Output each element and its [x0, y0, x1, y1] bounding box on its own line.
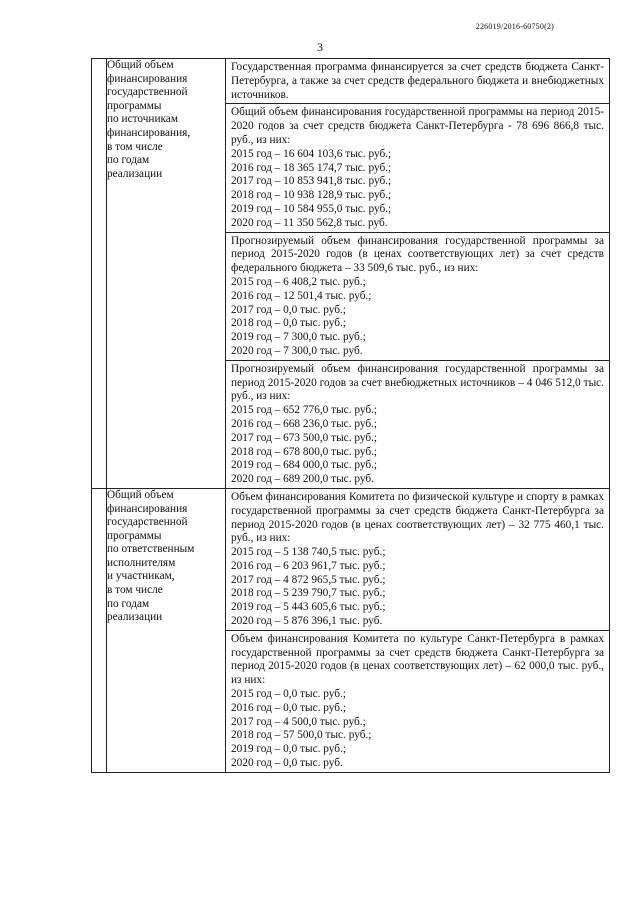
row-label-line: реализации: [107, 611, 163, 624]
row-index-cell: [92, 59, 107, 489]
year-amount-line: 2019 год – 7 300,0 тыс. руб.;: [231, 331, 366, 344]
financing-paragraph: Прогнозируемый объем финансирования государственной программы за период 2015-2020 годов за счет внебюджетных источников – 4 046 512,0 тыс. руб., из них:: [231, 362, 604, 403]
row-label-line: по годам: [107, 597, 150, 610]
financing-paragraph: Общий объем финансирования государственной программы на период 2015-2020 годов за счет средств бюджета Санкт-Петербурга - 78 696 866,8 тыс. руб., из них:: [231, 106, 604, 146]
year-amount-line: 2016 год – 12 501,4 тыс. руб.;: [231, 289, 372, 302]
year-amount-line: 2018 год – 678 800,0 тыс. руб.;: [231, 445, 378, 458]
table-row: [92, 488, 610, 772]
row-label-line: Общий объем: [107, 59, 174, 71]
financing-table: [91, 58, 610, 773]
year-amount-line: 2020 год – 0,0 тыс. руб.: [231, 757, 343, 770]
year-amount-line: 2016 год – 0,0 тыс. руб.;: [231, 701, 346, 714]
row-content-cell: [226, 488, 610, 772]
year-amount-line: 2019 год – 684 000,0 тыс. руб.;: [231, 459, 378, 472]
year-amount-line: 2019 год – 5 443 605,6 тыс. руб.;: [231, 601, 386, 614]
year-amount-line: 2020 год – 5 876 396,1 тыс. руб.: [231, 615, 383, 628]
row-label-line: в том числе: [107, 140, 163, 153]
row-label-line: и участникам,: [107, 570, 175, 583]
year-amount-line: 2015 год – 6 408,2 тыс. руб.;: [231, 275, 366, 288]
row-content-cell: [226, 59, 610, 489]
row-label-line: исполнителям: [107, 556, 176, 569]
table-row: [92, 59, 610, 489]
document-registration-number: 226019/2016-60750(2): [475, 22, 554, 31]
row-label-cell: [107, 59, 226, 489]
page-number: 3: [317, 40, 323, 54]
row-label-line: по ответственным: [107, 543, 195, 556]
year-amount-line: 2016 год – 18 365 174,7 тыс. руб.;: [231, 161, 392, 174]
year-amount-line: 2020 год – 7 300,0 тыс. руб.: [231, 344, 363, 357]
year-amount-line: 2017 год – 673 500,0 тыс. руб.;: [231, 431, 378, 444]
year-amount-line: 2018 год – 0,0 тыс. руб.;: [231, 317, 346, 330]
year-amount-line: 2019 год – 0,0 тыс. руб.;: [231, 743, 346, 756]
financing-paragraph: Прогнозируемый объем финансирования государственной программы за период 2015-2020 годов (в ценах соответствующих лет) за счет средств федерального бюджета – 33 509,6 тыс. руб., из них:: [231, 234, 604, 275]
year-amount-line: 2017 год – 0,0 тыс. руб.;: [231, 303, 346, 316]
year-amount-line: 2019 год – 10 584 955,0 тыс. руб.;: [231, 202, 392, 215]
financing-block: [226, 361, 609, 488]
row-label-line: финансирования: [107, 502, 188, 515]
row-label-line: государственной: [107, 516, 188, 529]
financing-paragraph: Государственная программа финансируется за счет средств бюджета Санкт-Петербурга, а также за счет средств федерального бюджета и внебюджетных источников.: [231, 61, 604, 101]
row-label-line: программы: [107, 529, 162, 542]
year-amount-line: 2018 год – 10 938 128,9 тыс. руб.;: [231, 189, 392, 202]
row-label-line: по годам: [107, 154, 150, 167]
financing-block: [226, 631, 609, 772]
row-label-line: программы: [107, 99, 162, 112]
year-amount-line: 2018 год – 57 500,0 тыс. руб.;: [231, 729, 372, 742]
year-amount-line: 2020 год – 11 350 562,8 тыс. руб.: [231, 216, 388, 229]
year-amount-line: 2020 год – 689 200,0 тыс. руб.: [231, 473, 374, 486]
financing-paragraph: Объем финансирования Комитета по физической культуре и спорту в рамках государственной программы за счет средств бюджета Санкт-Петербурга за период 2015-2020 годов (в ценах соответствующих лет) – 32 775 460,1 тыс. руб., из них:: [231, 490, 604, 545]
row-label-line: финансирования: [107, 72, 188, 85]
row-label-line: в том числе: [107, 584, 163, 597]
year-amount-line: 2015 год – 652 776,0 тыс. руб.;: [231, 404, 378, 417]
financing-block: [226, 59, 609, 104]
year-amount-line: 2016 год – 6 203 961,7 тыс. руб.;: [231, 559, 386, 572]
row-label-line: финансирования,: [107, 126, 191, 139]
year-amount-line: 2015 год – 16 604 103,6 тыс. руб.;: [231, 147, 392, 160]
row-label-cell: [107, 488, 226, 772]
year-amount-line: 2017 год – 4 872 965,5 тыс. руб.;: [231, 573, 386, 586]
row-index-cell: [92, 488, 107, 772]
financing-paragraph: Объем финансирования Комитета по культуре Санкт-Петербурга в рамках государственной программы за счет средств бюджета Санкт-Петербурга за период 2015-2020 годов (в ценах соответствующих лет) – 62 000,0 тыс. руб., из них:: [231, 632, 604, 687]
financing-table-body: [92, 59, 610, 773]
year-amount-line: 2017 год – 4 500,0 тыс. руб.;: [231, 715, 366, 728]
year-amount-line: 2016 год – 668 236,0 тыс. руб.;: [231, 417, 378, 430]
row-label-line: Общий объем: [107, 488, 174, 501]
year-amount-line: 2015 год – 5 138 740,5 тыс. руб.;: [231, 546, 386, 559]
row-label-line: по источникам: [107, 113, 178, 126]
row-label-line: реализации: [107, 167, 163, 180]
year-amount-line: 2017 год – 10 853 941,8 тыс. руб.;: [231, 175, 392, 188]
year-amount-line: 2018 год – 5 239 790,7 тыс. руб.;: [231, 587, 386, 600]
financing-block: [226, 489, 609, 631]
row-label-line: государственной: [107, 86, 188, 99]
financing-block: [226, 104, 609, 232]
financing-block: [226, 233, 609, 361]
year-amount-line: 2015 год – 0,0 тыс. руб.;: [231, 688, 346, 701]
